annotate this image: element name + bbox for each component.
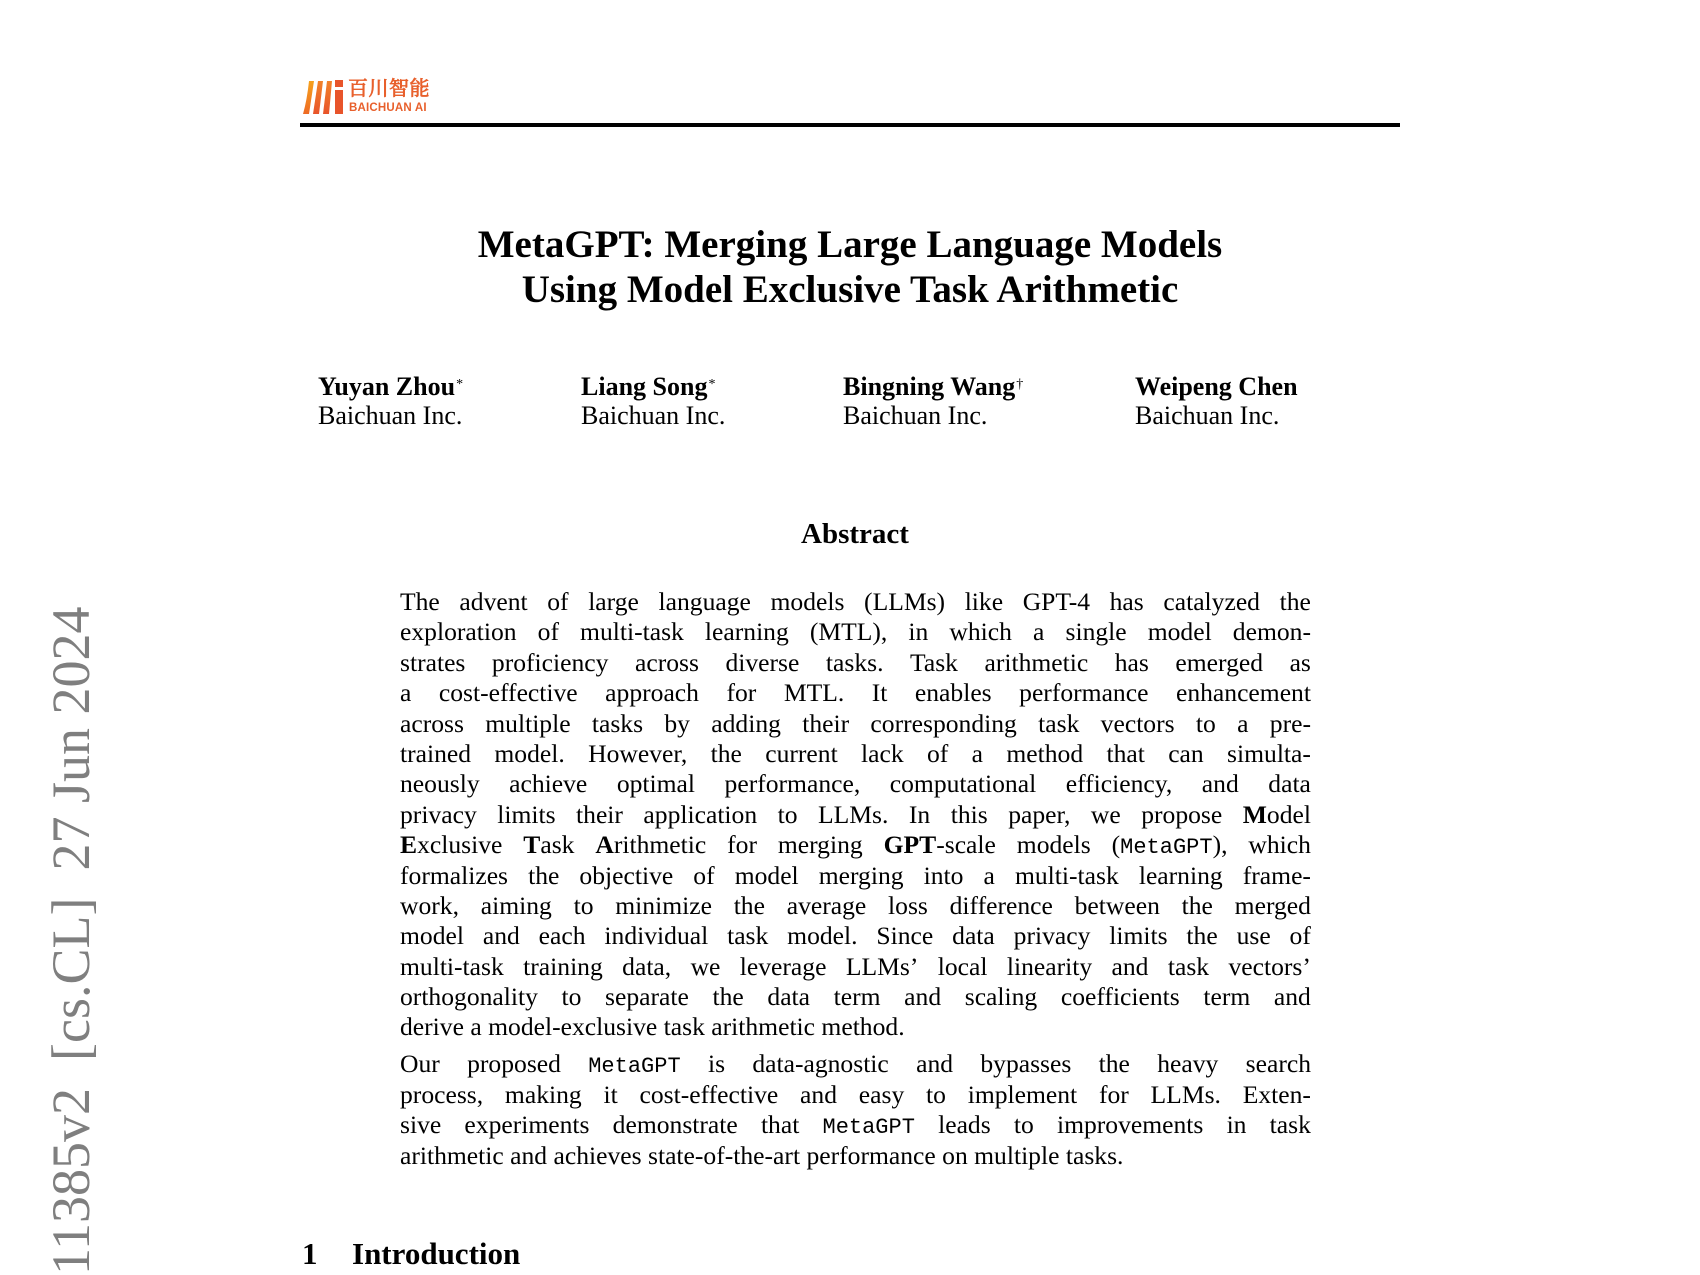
abstract-line: multi-task training data, we leverage LLMs’ local linearity and task vectors’ (400, 951, 1311, 981)
abstract-line: sive experiments demonstrate that MetaGPT leads to improvements in task (400, 1110, 1311, 1141)
abstract-line: orthogonality to separate the data term and scaling coefficients term and (400, 982, 1311, 1012)
author-2 (581, 372, 725, 430)
author-name: Liang Song* (581, 372, 716, 401)
logo-chinese-text: 百川智能 (348, 76, 430, 100)
arxiv-stamp: 11385v2 [cs.CL] 27 Jun 2024 (41, 606, 101, 1275)
author-1 (318, 372, 463, 430)
author-affiliation: Baichuan Inc. (318, 401, 463, 430)
author-4 (1135, 372, 1299, 430)
equal-contribution-mark: * (708, 377, 716, 392)
author-name: Bingning Wang† (843, 372, 1024, 401)
abstract-line: across multiple tasks by adding their corresponding task vectors to a pre- (400, 708, 1311, 738)
logo-english-text: BAICHUAN AI (349, 102, 427, 114)
abstract-line: privacy limits their application to LLMs. In this paper, we propose Model (400, 799, 1311, 829)
abstract-line: process, making it cost-effective and easy to implement for LLMs. Exten- (400, 1079, 1311, 1109)
author-name: Yuyan Zhou* (318, 372, 464, 401)
abstract-line: Our proposed MetaGPT is data-agnostic and bypasses the heavy search (400, 1049, 1311, 1080)
abstract-line: formalizes the objective of model merging into a multi-task learning frame- (400, 860, 1311, 890)
paper-title (300, 222, 1400, 312)
arxiv-stamp-container (0, 0, 120, 1275)
section-number: 1 (302, 1236, 318, 1271)
abstract-line: Exclusive Task Arithmetic for merging GPT-scale models (MetaGPT), which (400, 830, 1311, 861)
author-3 (843, 372, 1023, 430)
header-rule (300, 123, 1400, 127)
title-line-1: MetaGPT: Merging Large Language Models (477, 223, 1223, 266)
baichuan-logo (303, 76, 443, 117)
section-title: Introduction (352, 1236, 521, 1271)
baichuan-logo-icon (303, 80, 345, 115)
author-affiliation: Baichuan Inc. (581, 401, 726, 430)
abstract-line: neously achieve optimal performance, computational efficiency, and data (400, 769, 1311, 799)
abstract-line: model and each individual task model. Since data privacy limits the use of (400, 921, 1311, 951)
abstract-line: derive a model-exclusive task arithmetic method. (400, 1012, 905, 1042)
abstract-line: arithmetic and achieves state-of-the-art performance on multiple tasks. (400, 1140, 1124, 1170)
abstract-heading: Abstract (801, 518, 909, 550)
section-heading-introduction (302, 1236, 520, 1272)
title-line-2: Using Model Exclusive Task Arithmetic (521, 268, 1179, 311)
abstract-line: The advent of large language models (LLMs) like GPT-4 has catalyzed the (400, 587, 1311, 616)
abstract-body (400, 587, 1311, 1171)
abstract-line: trained model. However, the current lack of a method that can simulta- (400, 738, 1311, 768)
abstract-line: work, aiming to minimize the average loss difference between the merged (400, 890, 1311, 920)
abstract-line: a cost-effective approach for MTL. It enables performance enhancement (400, 678, 1311, 708)
corresponding-author-mark: † (1016, 377, 1024, 392)
equal-contribution-mark: * (456, 377, 464, 392)
author-affiliation: Baichuan Inc. (843, 401, 988, 430)
abstract-line: strates proficiency across diverse tasks. Task arithmetic has emerged as (400, 647, 1311, 677)
author-name: Weipeng Chen (1135, 372, 1298, 401)
abstract-line: exploration of multi-task learning (MTL), in which a single model demon- (400, 617, 1311, 647)
paragraph-gap (400, 1043, 1311, 1050)
author-affiliation: Baichuan Inc. (1135, 401, 1280, 430)
